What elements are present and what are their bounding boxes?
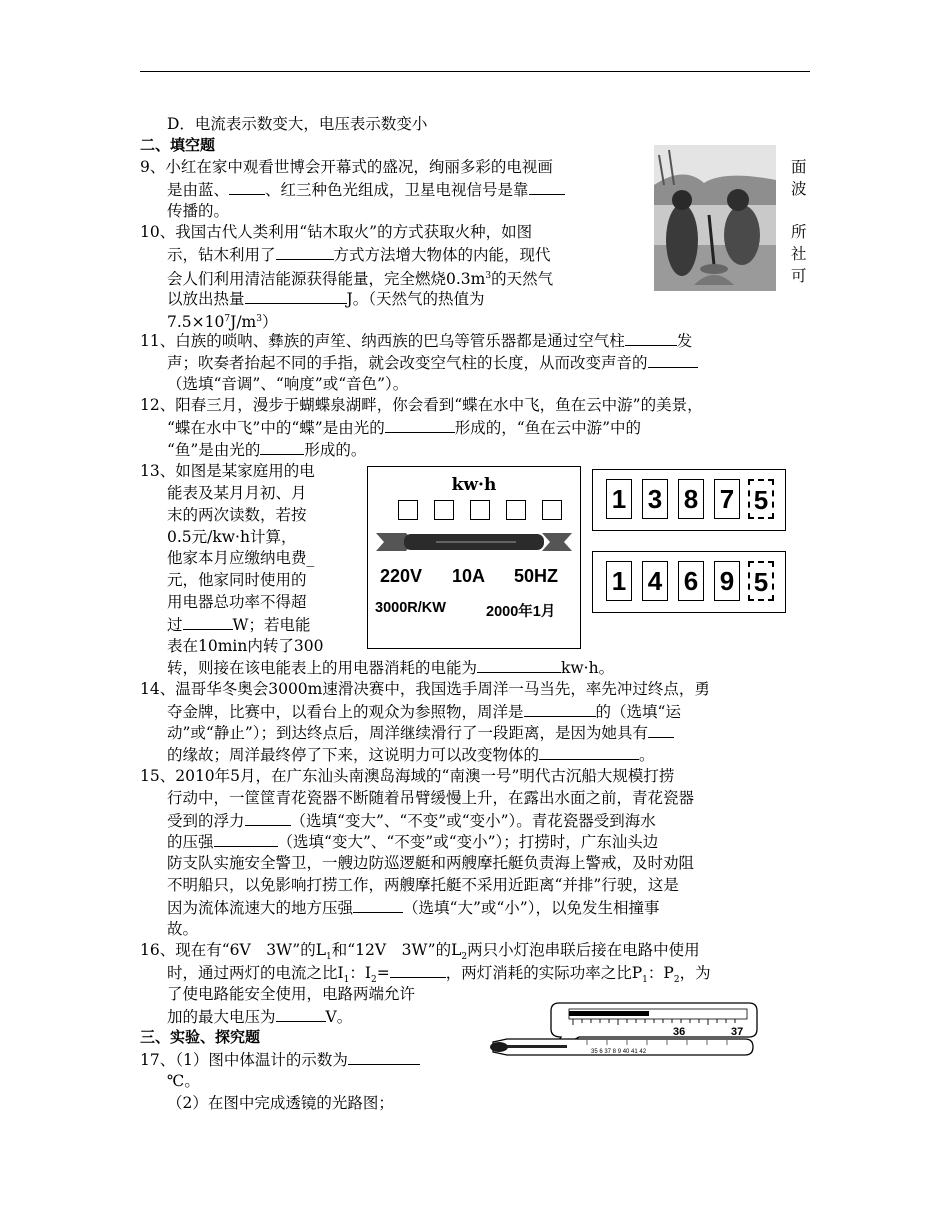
electricity-meter <box>367 466 581 649</box>
q10-line1: 10、我国古代人类利用“钻木取火”的方式获取火种，如图 <box>140 223 533 241</box>
q15-line3: 受到的浮力 （选填“变大”、“不变”或“变小”）。青花瓷器受到海水 <box>167 812 656 830</box>
reading-digit: 8 <box>678 479 704 519</box>
section-experiment-heading: 三、实验、探究题 <box>140 1028 261 1046</box>
q10-line5: $7.5\times 10^7J/m^3$） <box>167 313 278 332</box>
q17-line3: （2）在图中完成透镜的光路图； <box>167 1094 394 1112</box>
side-char-5: 可 <box>791 267 807 285</box>
q14-line3: 动”或“静止”）；到达终点后，周洋继续滑行了一段距离，是因为她具有 <box>167 722 674 743</box>
q12-line2: “蝶在水中飞”中的“蝶”是由光的 形成的，“鱼在云中游”中的 <box>167 419 642 437</box>
meter-digit-window <box>434 500 454 520</box>
q11-line2: 声；吹奏者抬起不同的手指，就会改变空气柱的长度，从而改变声音的 <box>167 352 698 373</box>
meter-digit-window <box>506 500 526 520</box>
q14-line4: 的缘故；周洋最终停了下来，这说明力可以改变物体的 。 <box>167 746 655 764</box>
q11-line3: （选填“音调”、“响度”或“音色”）。 <box>167 375 409 393</box>
thermo-label-37: 37 <box>731 1026 744 1038</box>
q15-line4: 的压强 （选填“变大”、“不变”或“变小”）；打捞时，广东汕头边 <box>167 833 659 851</box>
reading-digit: 1 <box>606 561 632 601</box>
q15-line5: 防支队实施安全警卫，一艘边防巡逻艇和两艘摩托艇负责海上警戒，及时劝阻 <box>167 854 695 872</box>
meter-current: 10A <box>452 566 486 586</box>
q13-line3: 末的两次读数，若按 <box>167 506 307 524</box>
reading-decimal-digit: 5 <box>748 561 774 601</box>
reading-digit: 9 <box>714 561 740 601</box>
q12-line3: “鱼”是由光的 形成的。 <box>167 441 367 459</box>
side-char-2: 波 <box>791 180 807 198</box>
q11-line1: 11、白族的唢呐、彝族的声笙、纳西族的巴乌等管乐器都是通过空气柱 发 <box>140 332 693 350</box>
reading-decimal-digit: 5 <box>748 479 774 519</box>
q16-line1: 16、现在有“6V 3W”的$L_1$和“12V 3W”的$L_2$两只小灯泡串联后接在电路中使用 <box>140 941 700 963</box>
reading-digit: 4 <box>642 561 668 601</box>
q13-line5: 他家本月应缴纳电费_ <box>167 549 315 567</box>
q13-line7: 用电器总功率不得超 <box>167 593 307 611</box>
q16-line3: 了使电路能安全使用，电路两端允许 <box>167 985 416 1003</box>
q14-line1: 14、温哥华冬奥会3000m速滑决赛中，我国选手周洋一马当先，率先冲过终点，勇 <box>140 680 710 698</box>
q16-line2: 时，通过两灯的电流之比$I_1$：$I_2=$ ，两灯消耗的实际功率之比$P_1$：$P_2$，为 <box>167 964 711 986</box>
section-fill-blank-heading: 二、填空题 <box>140 136 216 154</box>
q14-line2: 夺金牌，比赛中，以看台上的观众为参照物，周洋是 的（选填“运 <box>167 703 681 721</box>
q10-line3: 会人们利用清洁能源获得能量，完全燃烧$0.3m^3$的天然气 <box>167 270 554 289</box>
reading-digit: 6 <box>678 561 704 601</box>
meter-digit-window <box>542 500 562 520</box>
meter-unit-label: kw·h <box>451 475 497 495</box>
thermo-small-scale: 35 6 37 8 9 40 41 42 <box>591 1049 647 1055</box>
side-char-4: 社 <box>791 245 807 263</box>
q15-line7: 因为流体流速大的地方压强 （选填“大”或“小”），以免发生相撞事 <box>167 899 660 917</box>
q9-line1: 9、小红在家中观看世博会开幕式的盛况，绚丽多彩的电视画 <box>140 158 553 176</box>
reading-digit: 1 <box>606 479 632 519</box>
reading-digit: 7 <box>714 479 740 519</box>
meter-rotor-icon <box>376 527 572 557</box>
option-d: D．电流表示数变大，电压表示数变小 <box>167 115 428 133</box>
q16-line4: 加的最大电压为 V。 <box>167 1008 353 1026</box>
side-char-1: 面 <box>791 158 807 176</box>
q13-line2: 能表及某月月初、月 <box>167 484 307 502</box>
side-char-3: 所 <box>791 223 807 241</box>
q9-line3: 传播的。 <box>167 202 230 220</box>
q10-line4: 以放出热量 J。（天然气的热值为 <box>167 290 485 308</box>
meter-digit-window <box>470 500 490 520</box>
q10-line2: 示，钻木利用了 方式方法增大物体的内能，现代 <box>167 246 551 264</box>
q13-line9: 表在10min内转了300 <box>167 637 324 655</box>
reading-digit: 3 <box>642 479 668 519</box>
q17-line1: 17、（1）图中体温计的示数为 <box>140 1049 420 1070</box>
q13-line6: 元，他家同时使用的 <box>167 571 307 589</box>
meter-voltage: 220V <box>380 566 423 586</box>
q13-line8: 过 W；若电能 <box>167 616 311 634</box>
q15-line1: 15、2010年5月，在广东汕头南澳岛海域的“南澳一号”明代古沉船大规模打捞 <box>140 767 675 785</box>
meter-frequency: 50HZ <box>514 566 559 586</box>
meter-reading-start <box>592 469 786 531</box>
fire-drilling-illustration <box>654 145 776 291</box>
q15-line6: 不明船只，以免影响打捞工作，两艘摩托艇不采用近距离“并排”行驶，这是 <box>167 876 679 894</box>
header-rule <box>140 71 810 72</box>
meter-date: 2000年1月 <box>486 604 556 620</box>
q12-line1: 12、阳春三月，漫步于蝴蝶泉湖畔，你会看到“蝶在水中飞，鱼在云中游”的美景， <box>140 396 703 414</box>
q15-line2: 行动中，一筐筐青花瓷器不断随着吊臂缓慢上升，在露出水面之前，青花瓷器 <box>167 789 695 807</box>
clinical-thermometer <box>487 995 759 1125</box>
q13-line4: 0.5元/kw·h计算， <box>167 528 297 546</box>
meter-reading-end <box>592 551 786 613</box>
meter-revolutions: 3000R/KW <box>375 600 446 616</box>
q17-line2: ℃。 <box>167 1072 200 1090</box>
q15-line8: 故。 <box>167 920 199 938</box>
q9-line2: 是由蓝、 、红三种色光组成，卫星电视信号是靠 <box>167 179 565 200</box>
meter-digit-window <box>398 500 418 520</box>
q13-line10: 转，则接在该电能表上的用电器消耗的电能为 kw·h。 <box>167 659 615 677</box>
thermo-label-36: 36 <box>673 1026 686 1038</box>
q13-line1: 13、如图是某家庭用的电 <box>140 462 315 480</box>
